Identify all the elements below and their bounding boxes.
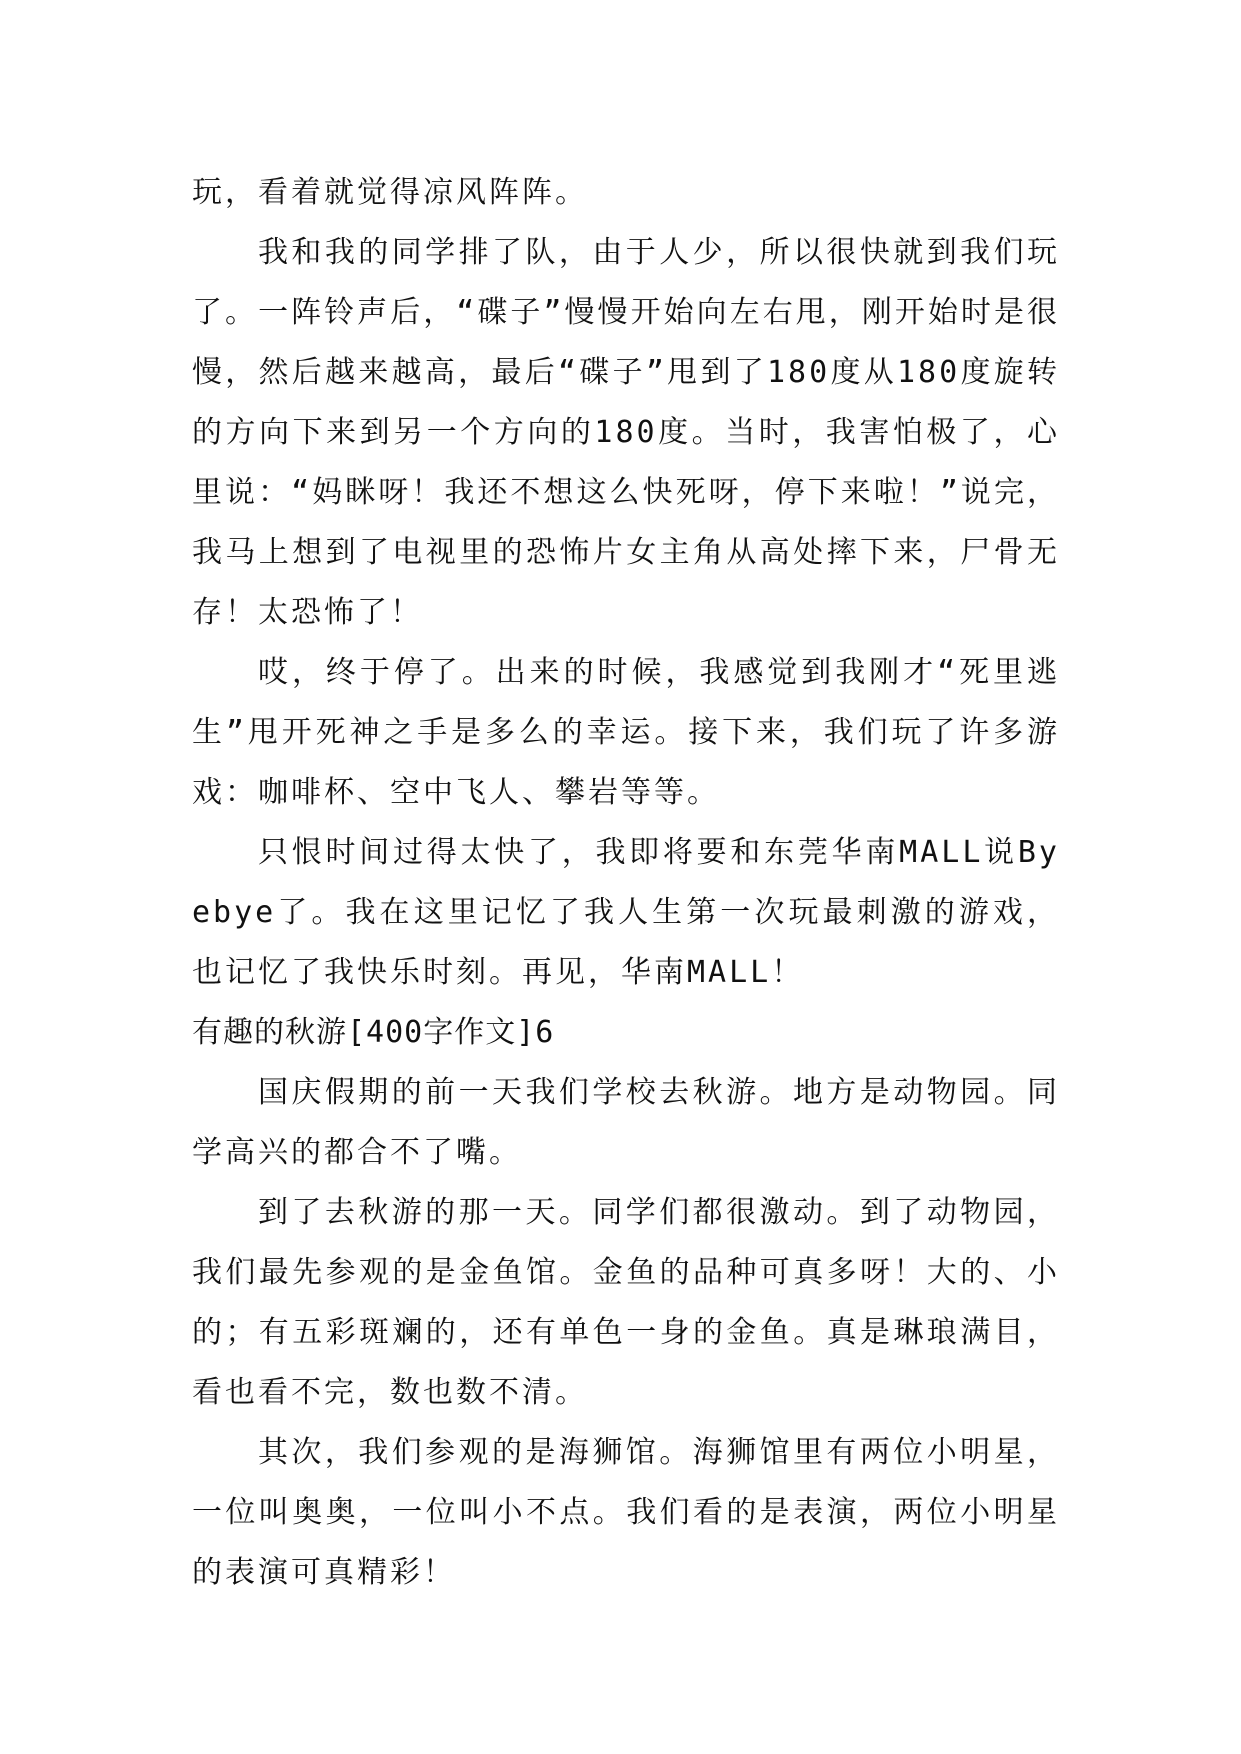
paragraph-autumn-trip: 国庆假期的前一天我们学校去秋游。地方是动物园。同学高兴的都合不了嘴。 [192, 1075, 1060, 1170]
article-body [192, 163, 1060, 1603]
paragraph-continuation: 玩，看着就觉得凉风阵阵。 [192, 175, 588, 210]
paragraph-ride: 我和我的同学排了队，由于人少，所以很快就到我们玩了。一阵铃声后，“碟子”慢慢开始向左右甩，刚开始时是很慢，然后越来越高，最后“碟子”甩到了180度从180度旋转的方向下来到另一个方向的180度。当时，我害怕极了，心里说：“妈眯呀！我还不想这么快死呀，停下来啦！”说完，我马上想到了电视里的恐怖片女主角从高处摔下来，尸骨无存！太恐怖了！ [192, 235, 1060, 630]
essay-heading: 有趣的秋游[400字作文]6 [192, 1015, 555, 1050]
paragraph-relief: 哎，终于停了。出来的时候，我感觉到我刚才“死里逃生”甩开死神之手是多么的幸运。接下来，我们玩了许多游戏：咖啡杯、空中飞人、攀岩等等。 [192, 655, 1060, 810]
paragraph-goldfish: 到了去秋游的那一天。同学们都很激动。到了动物园，我们最先参观的是金鱼馆。金鱼的品种可真多呀！大的、小的；有五彩斑斓的，还有单色一身的金鱼。真是琳琅满目，看也看不完，数也数不清。 [192, 1195, 1060, 1410]
paragraph-sea-lion: 其次，我们参观的是海狮馆。海狮馆里有两位小明星，一位叫奥奥，一位叫小不点。我们看的是表演，两位小明星的表演可真精彩！ [192, 1435, 1060, 1590]
paragraph-farewell: 只恨时间过得太快了，我即将要和东莞华南MALL说Byebye了。我在这里记忆了我人生第一次玩最刺激的游戏，也记忆了我快乐时刻。再见，华南MALL！ [192, 835, 1060, 990]
